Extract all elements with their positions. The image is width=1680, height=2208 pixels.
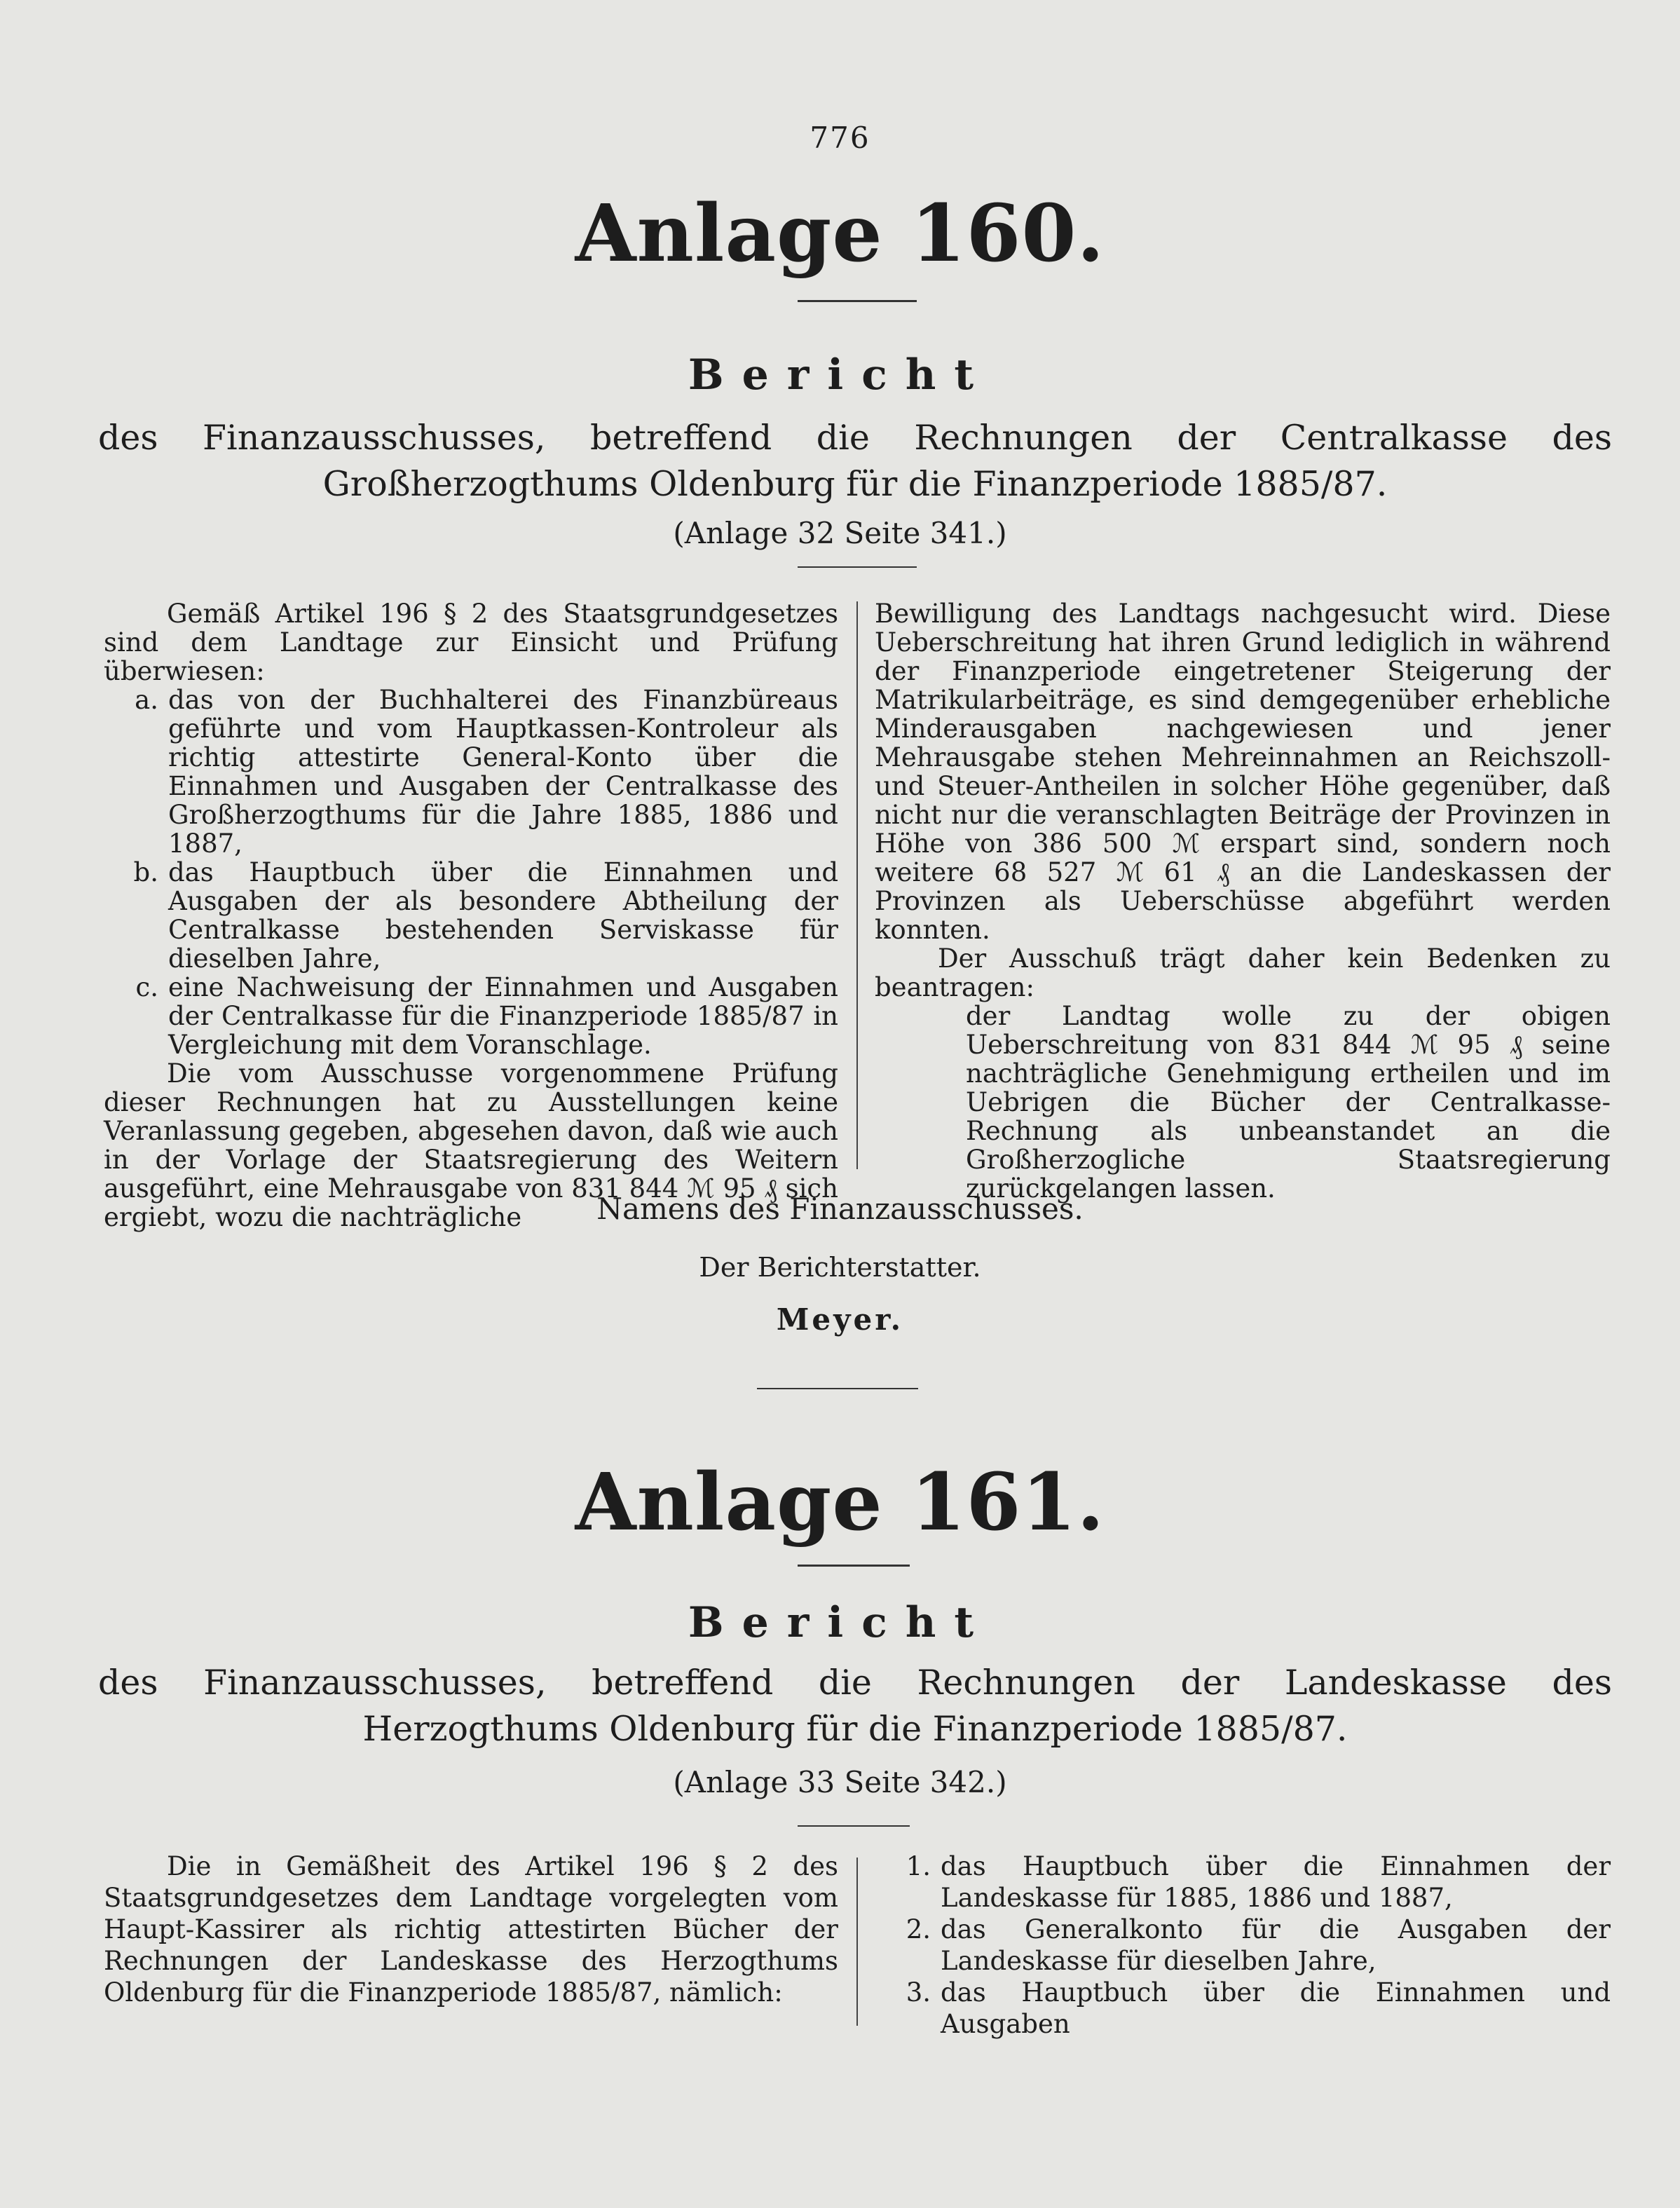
list-label: 3. xyxy=(906,1977,931,2008)
intro-paragraph: Gemäß Artikel 196 § 2 des Staatsgrundgesetzes sind dem Landtage zur Einsicht und Prüfung überwiesen: xyxy=(104,599,838,686)
list-text: das Hauptbuch über die Einnahmen und Ausgaben xyxy=(941,1977,1611,2039)
list-text: das Generalkonto für die Ausgaben der Landeskasse für dieselben Jahre, xyxy=(941,1914,1611,1976)
list-label: 2. xyxy=(906,1914,931,1944)
list-item xyxy=(875,1977,1611,2040)
anlage-160-left-column xyxy=(104,599,838,1232)
list-label: b. xyxy=(133,857,158,887)
divider xyxy=(798,566,917,568)
motion-paragraph: der Landtag wolle zu der obigen Ueberschreitung von 831 844 ℳ 95 ₰ seine nachträgliche Genehmigung ertheilen und im Uebrigen die Bücher der Centralkasse-Rechnung als unbeanstandet an die Großherzogliche Staatsregierung zurückgelangen lassen. xyxy=(966,1001,1611,1204)
bericht-161-title: Bericht xyxy=(688,1598,992,1647)
body-paragraph: Die vom Ausschusse vorgenommene Prüfung dieser Rechnungen hat zu Ausstellungen keine Veranlassung gegeben, abgesehen davon, daß wie auch in der Vorlage der Staatsregierung des Weitern ausgeführt, eine Mehrausgabe von 831 844 ℳ 95 ₰ sich ergiebt, wozu die nachträgliche xyxy=(104,1058,838,1232)
list-item xyxy=(104,858,838,973)
column-divider xyxy=(856,1858,858,2026)
anlage-160-reference: (Anlage 32 Seite 341.) xyxy=(673,516,1007,550)
list-item xyxy=(104,973,838,1059)
list-text: das Hauptbuch über die Einnahmen der Landeskasse für 1885, 1886 und 1887, xyxy=(941,1851,1611,1913)
list-label: a. xyxy=(135,685,158,715)
anlage-161-reference: (Anlage 33 Seite 342.) xyxy=(673,1765,1007,1799)
list-label: c. xyxy=(135,972,158,1002)
body-paragraph: Der Ausschuß trägt daher kein Bedenken zu beantragen: xyxy=(875,943,1611,1002)
page-number: 776 xyxy=(810,121,870,155)
list-text: eine Nachweisung der Einnahmen und Ausgaben der Centralkasse für die Finanzperiode 1885/87 in Vergleichung mit dem Voranschlage. xyxy=(168,972,838,1060)
body-paragraph: Bewilligung des Landtags nachgesucht wird. Diese Ueberschreitung hat ihren Grund lediglich in während der Finanzperiode eingetretener Steigerung der Matrikularbeiträge, es sind demgegenüber erhebliche Minderausgaben nachgewiesen und jener Mehrausgabe stehen Mehreinnahmen an Reichszoll- und Steuer-Antheilen in solcher Höhe gegenüber, daß nicht nur die veranschlagten Beiträge der Provinzen in Höhe von 386 500 ℳ erspart sind, sondern noch weitere 68 527 ℳ 61 ₰ an die Landeskassen der Provinzen als Ueberschüsse abgeführt werden konnten. xyxy=(875,599,1611,945)
anlage-161-right-column xyxy=(875,1851,1611,2040)
anlage-160-right-column xyxy=(875,599,1611,1203)
anlage-160-subtitle: des Finanzausschusses, betreffend die Rechnungen der Centralkasse des Großherzogthums Oldenburg für die Finanzperiode 1885/87. xyxy=(98,418,1612,504)
list-text: das von der Buchhalterei des Finanzbüreaus geführte und vom Hauptkassen-Kontroleur als richtig attestirte General-Konto über die Einnahmen und Ausgaben der Centralkasse des Großherzogthums für die Jahre 1885, 1886 und 1887, xyxy=(168,685,838,859)
signature-committee: Namens des Finanzausschusses. xyxy=(596,1192,1084,1226)
signature-name: Meyer. xyxy=(776,1302,904,1337)
list-text: das Hauptbuch über die Einnahmen und Ausgaben der als besondere Abtheilung der Centralkasse bestehenden Serviskasse für dieselben Jahre, xyxy=(168,857,838,974)
list-item xyxy=(104,686,838,858)
divider xyxy=(798,1565,910,1567)
anlage-161-heading: Anlage 161. xyxy=(575,1457,1105,1548)
anlage-161-left-column xyxy=(104,1851,838,2008)
list-label: 1. xyxy=(906,1851,931,1881)
divider xyxy=(798,1825,910,1827)
divider xyxy=(757,1388,918,1389)
anlage-161-subtitle: des Finanzausschusses, betreffend die Rechnungen der Landeskasse des Herzogthums Oldenburg für die Finanzperiode 1885/87. xyxy=(98,1663,1612,1749)
anlage-160-heading: Anlage 160. xyxy=(575,188,1105,280)
signature-role: Der Berichterstatter. xyxy=(699,1252,981,1283)
divider xyxy=(798,300,917,302)
bericht-160-title: Bericht xyxy=(688,350,992,400)
list-item xyxy=(875,1914,1611,1977)
body-paragraph: Die in Gemäßheit des Artikel 196 § 2 des Staatsgrundgesetzes dem Landtage vorgelegten vom Haupt-Kassirer als richtig attestirten Bücher der Rechnungen der Landeskasse des Herzogthums Oldenburg für die Finanzperiode 1885/87, nämlich: xyxy=(104,1851,838,2008)
list-item xyxy=(875,1851,1611,1914)
column-divider xyxy=(856,601,858,1169)
